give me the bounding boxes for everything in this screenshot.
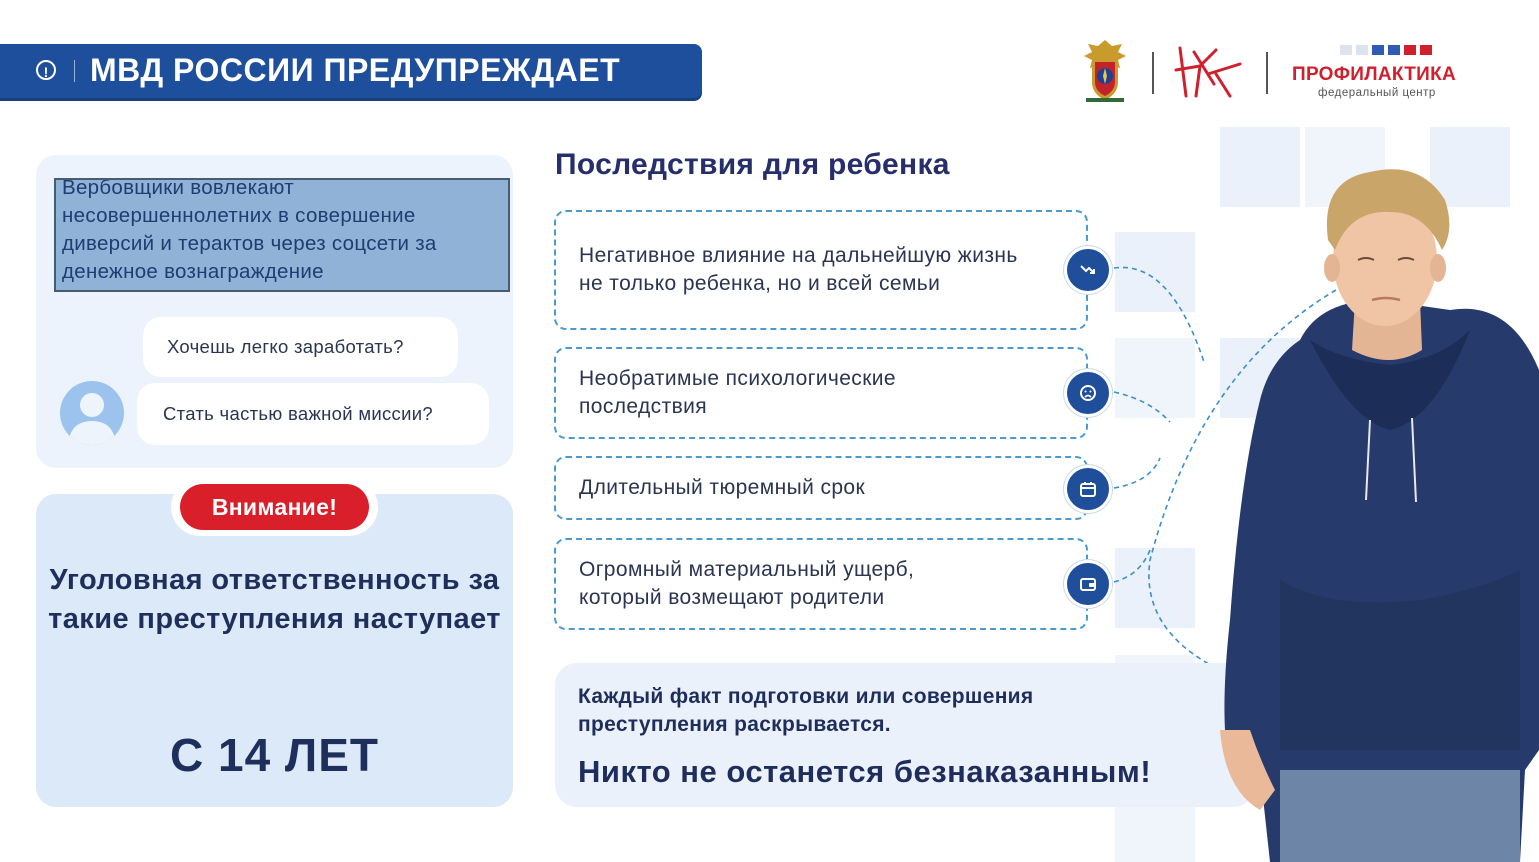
consequence-text: Длительный тюремный срок — [579, 476, 866, 499]
chat-message: Стать частью важной миссии? — [137, 383, 489, 445]
avatar — [60, 381, 124, 445]
chat-message: Хочешь легко заработать? — [143, 317, 458, 377]
consequence-item — [554, 347, 1088, 439]
banner-divider — [74, 60, 75, 82]
consequence-text: Негативное влияние на дальнейшую жизнь не только ребенка, но и всей семьи — [579, 244, 1018, 295]
consequence-item — [554, 210, 1088, 330]
brand-subtitle: федеральный центр — [1318, 87, 1436, 99]
consequence-item — [554, 456, 1088, 520]
brand-squares-icon — [1340, 45, 1432, 57]
person-avatar-icon — [60, 381, 124, 445]
red-line-symbol-icon — [1172, 44, 1244, 100]
sad-face-icon — [1064, 369, 1112, 417]
warning-text: Уголовная ответственность за такие преступления наступает — [48, 564, 501, 635]
warning-badge: Внимание! — [180, 484, 369, 530]
calendar-icon — [1064, 465, 1112, 513]
mvd-emblem-icon — [1082, 38, 1128, 104]
consequence-text: Необратимые психологические последствия — [579, 367, 897, 418]
logo-divider — [1266, 52, 1268, 94]
chat-intro-text — [54, 178, 510, 292]
final-statement: Каждый факт подготовки или совершения преступления раскрывается. — [578, 685, 1034, 736]
wallet-icon — [1064, 560, 1112, 608]
logo-divider — [1152, 52, 1154, 94]
consequence-text: Огромный материальный ущерб, который возмещают родители — [579, 558, 915, 609]
teenager-illustration — [1220, 150, 1539, 862]
brand-title: ПРОФИЛАКТИКА — [1292, 64, 1457, 85]
consequences-title: Последствия для ребенка — [555, 148, 950, 181]
warning-age: С 14 ЛЕТ — [169, 729, 379, 781]
final-slogan: Никто не останется безнаказанным! — [578, 754, 1152, 789]
page-title: МВД РОССИИ ПРЕДУПРЕЖДАЕТ — [90, 52, 621, 88]
info-icon: ! — [36, 60, 56, 80]
consequence-item — [554, 538, 1088, 630]
trend-down-icon — [1064, 246, 1112, 294]
chat-intro-label: Вербовщики вовлекают несовершеннолетних в совершение диверсий и терактов через соцсети за денежное вознаграждение — [62, 178, 437, 283]
